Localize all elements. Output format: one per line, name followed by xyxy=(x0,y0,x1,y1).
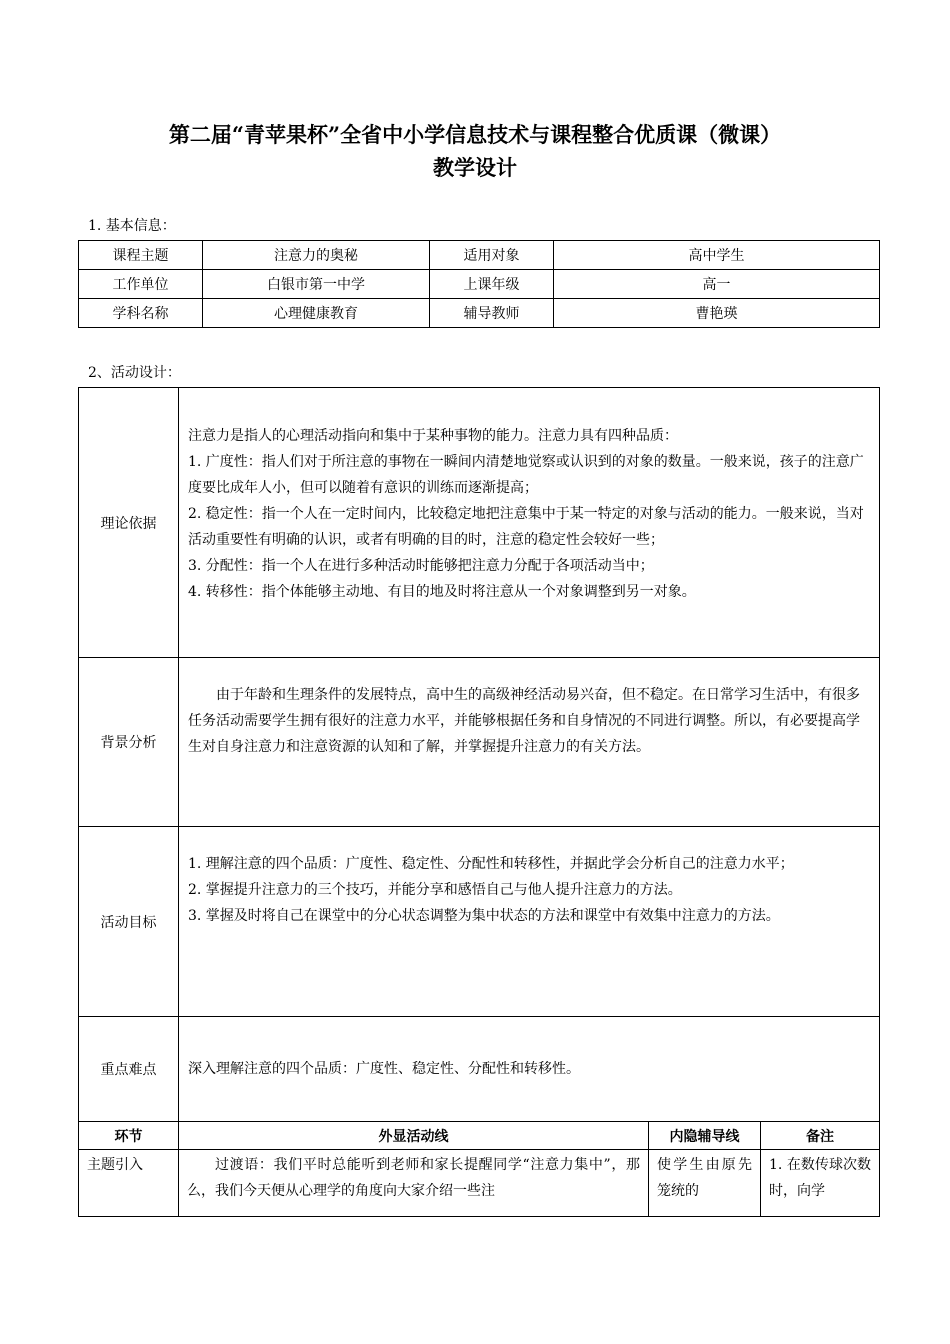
theory-line: 2. 稳定性：指一个人在一定时间内，比较稳定地把注意集中于某一特定的对象与活动的能力。一般来说，当对活动重要性有明确的认识，或者有明确的目的时，注意的稳定性会较好一些； xyxy=(188,506,864,548)
field-label: 工作单位 xyxy=(79,270,203,299)
inner-guidance-cell xyxy=(649,1150,761,1217)
key-points-content xyxy=(179,1017,880,1122)
field-value: 心理健康教育 xyxy=(203,299,430,328)
flow-header-row xyxy=(79,1122,880,1150)
field-value: 注意力的奥秘 xyxy=(203,241,430,270)
activity-design-table xyxy=(78,387,880,1217)
document-subtitle: 教学设计 xyxy=(433,155,517,180)
field-value: 高一 xyxy=(554,270,880,299)
note-cell xyxy=(761,1150,880,1217)
key-points-label: 重点难点 xyxy=(79,1017,179,1122)
field-label: 适用对象 xyxy=(430,241,554,270)
goal-line: 2. 掌握提升注意力的三个技巧，并能分享和感悟自己与他人提升注意力的方法。 xyxy=(188,882,682,898)
column-header: 备注 xyxy=(761,1122,880,1150)
theory-line: 4. 转移性：指个体能够主动地、有目的地及时将注意从一个对象调整到另一对象。 xyxy=(188,584,696,600)
outer-activity-text: 过渡语：我们平时总能听到老师和家长提醒同学“注意力集中”，那么，我们今天便从心理学的角度向大家介绍一些注 xyxy=(187,1157,640,1199)
theory-label: 理论依据 xyxy=(79,388,179,658)
field-value: 白银市第一中学 xyxy=(203,270,430,299)
inner-guidance-text: 使学生由原先笼统的 xyxy=(657,1157,752,1199)
field-value: 高中学生 xyxy=(554,241,880,270)
outer-activity-cell xyxy=(179,1150,649,1217)
basic-info-table xyxy=(78,240,880,328)
goals-label: 活动目标 xyxy=(79,827,179,1017)
column-header: 环节 xyxy=(79,1122,179,1150)
basic-info-heading: 1. 基本信息： xyxy=(88,218,176,234)
theory-line: 1. 广度性：指人们对于所注意的事物在一瞬间内清楚地觉察或认识到的对象的数量。一般来说，孩子的注意广度要比成年人小，但可以随着有意识的训练而逐渐提高； xyxy=(188,454,864,496)
key-points-text: 深入理解注意的四个品质：广度性、稳定性、分配性和转移性。 xyxy=(188,1061,580,1077)
table-row xyxy=(79,1150,880,1217)
theory-row xyxy=(79,388,880,658)
table-row xyxy=(79,270,880,299)
activity-heading: 2、活动设计： xyxy=(88,365,181,381)
note-text: 1. 在数传球次数时，向学 xyxy=(769,1157,872,1199)
goal-line: 1. 理解注意的四个品质：广度性、稳定性、分配性和转移性，并据此学会分析自己的注意力水平； xyxy=(188,856,794,872)
column-header: 外显活动线 xyxy=(179,1122,649,1150)
stage-text: 主题引入 xyxy=(87,1157,143,1173)
theory-line: 注意力是指人的心理活动指向和集中于某种事物的能力。注意力具有四种品质： xyxy=(188,428,678,444)
theory-content xyxy=(179,388,880,658)
stage-cell xyxy=(79,1150,179,1217)
table-row xyxy=(79,241,880,270)
background-label: 背景分析 xyxy=(79,658,179,827)
field-label: 上课年级 xyxy=(430,270,554,299)
table-row xyxy=(79,299,880,328)
field-label: 学科名称 xyxy=(79,299,203,328)
goals-content xyxy=(179,827,880,1017)
background-content xyxy=(179,658,880,827)
key-points-row xyxy=(79,1017,880,1122)
background-text: 由于年龄和生理条件的发展特点，高中生的高级神经活动易兴奋，但不稳定。在日常学习生活中，有很多任务活动需要学生拥有很好的注意力水平，并能够根据任务和自身情况的不同进行调整。所以，有必要提高学生对自身注意力和注意资源的认知和了解，并掌握提升注意力的有关方法。 xyxy=(188,687,860,755)
background-row xyxy=(79,658,880,827)
theory-line: 3. 分配性：指一个人在进行多种活动时能够把注意力分配于各项活动当中； xyxy=(188,558,654,574)
goals-row xyxy=(79,827,880,1017)
field-value: 曹艳瑛 xyxy=(554,299,880,328)
field-label: 辅导教师 xyxy=(430,299,554,328)
column-header: 内隐辅导线 xyxy=(649,1122,761,1150)
document-title: 第二届“青苹果杯”全省中小学信息技术与课程整合优质课（微课） xyxy=(168,122,782,147)
field-label: 课程主题 xyxy=(79,241,203,270)
goal-line: 3. 掌握及时将自己在课堂中的分心状态调整为集中状态的方法和课堂中有效集中注意力的方法。 xyxy=(188,908,780,924)
